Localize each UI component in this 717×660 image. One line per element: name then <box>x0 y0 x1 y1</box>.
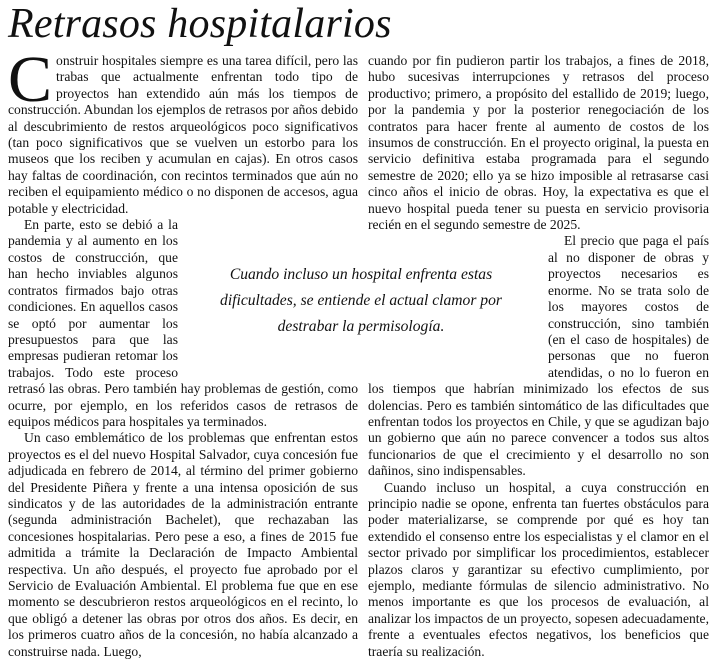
right-column <box>368 53 709 660</box>
drop-cap: C <box>8 43 53 116</box>
article-title: Retrasos hospitalarios <box>8 1 392 47</box>
pull-quote: Cuando incluso un hospital enfrenta estas dificultades, se entiende el actual clamor por destrabar la permisología. <box>212 262 510 340</box>
paragraph: cuando por fin pudieron partir los trabajos, a fines de 2018, hubo sucesivas interrupciones y retrasos del proceso productivo; primero, a propósito del estallido de 2019; luego, por la pandemia y por la posterior renegociación de los contratos para hacer frente al aumento de costos de los insumos de construcción. En el proyecto original, la puesta en servicio definitiva estaba programada para el segundo semestre de 2020; ello ya se hizo imposible al retrasarse casi cinco años el inicio de obras. Hoy, la expectativa es que el nuevo hospital pueda tener su puesta en servicio provisoria recién en el segundo semestre de 2025. <box>368 53 709 233</box>
paragraph: El precio que paga el país al no disponer de obras y proyectos necesarios es enorme. No se trata solo de los mayores costos de construcción, sino también (en el caso de hospitales) de personas que no fueron atendidas, o no lo fueron en los tiempos que habrían minimizado los efectos de sus dolencias. Pero es también sintomático de las dificultades que enfrentan todos los proyectos en Chile, y que se agudizan bajo un gobierno que aún no parece convencer a todos sus altos funcionarios de que el crecimiento y el desarrollo no son dañinos, sino indispensables. <box>368 233 709 479</box>
left-column <box>8 43 358 660</box>
paragraph: Un caso emblemático de los problemas que enfrentan estos proyectos es el del nuevo Hospital Salvador, cuya concesión fue adjudicada en febrero de 2014, al término del primer gobierno del Presidente Piñera y frente a una intensa oposición de sus sindicatos y de las autoridades de la administración entrante (segunda administración Bachelet), que rechazaban las concesiones hospitalarias. Pero pese a eso, a fines de 2015 fue admitida a trámite la Declaración de Impacto Ambiental respectiva. Un año después, el proyecto fue aprobado por el Servicio de Evaluación Ambiental. El problema fue que en ese momento se descubrieron restos arqueológicos en el recinto, lo que obligó a detener las obras por otros dos años. Es decir, en los primeros cuatro años de la concesión, no había alcanzado a construirse nada. Luego, <box>8 430 358 659</box>
paragraph: En parte, esto se debió a la pandemia y al aumento en los costos de construcción, que han hecho inviables algunos contratos firmados bajo otras condiciones. En aquellos casos se optó por aumentar los presupuestos para que las empresas pudieran retomar los trabajos. Todo este proceso retrasó las obras. Pero también hay problemas de gestión, como ocurre, por ejemplo, en los referidos casos de retrasos de equipos médicos para hospitales ya terminados. <box>8 217 358 429</box>
paragraph: Cuando incluso un hospital, a cuya construcción en principio nadie se opone, enfrenta tan fuertes obstáculos para poder materializarse, se comprende por qué es hoy tan extendido el consenso entre los especialistas y el clamor en el sector privado por simplificar los procedimientos, establecer plazos claros y garantizar su efectivo cumplimiento, por ejemplo, mediante fórmulas de silencio administrativo. No menos importante es que los procesos de evaluación, al analizar los impactos de un proyecto, sopesen adecuadamente, frente a eventuales efectos negativos, los beneficios que traería su realización. <box>368 479 709 659</box>
paragraph: Construir hospitales siempre es una tarea difícil, pero las trabas que actualmente enfrentan todo tipo de proyectos han extendido aún más los tiempos de construcción. Abundan los ejemplos de retrasos por años debido al descubrimiento de restos arqueológicos poco significativos (tan poco significativos que se vuelven un estorbo para los museos que los reciben y acumulan en cajas). En otros casos hay faltas de coordinación, con recintos terminados que aún no reciben el equipamiento médico o no disponen de accesos, agua potable y electricidad. <box>8 43 358 216</box>
